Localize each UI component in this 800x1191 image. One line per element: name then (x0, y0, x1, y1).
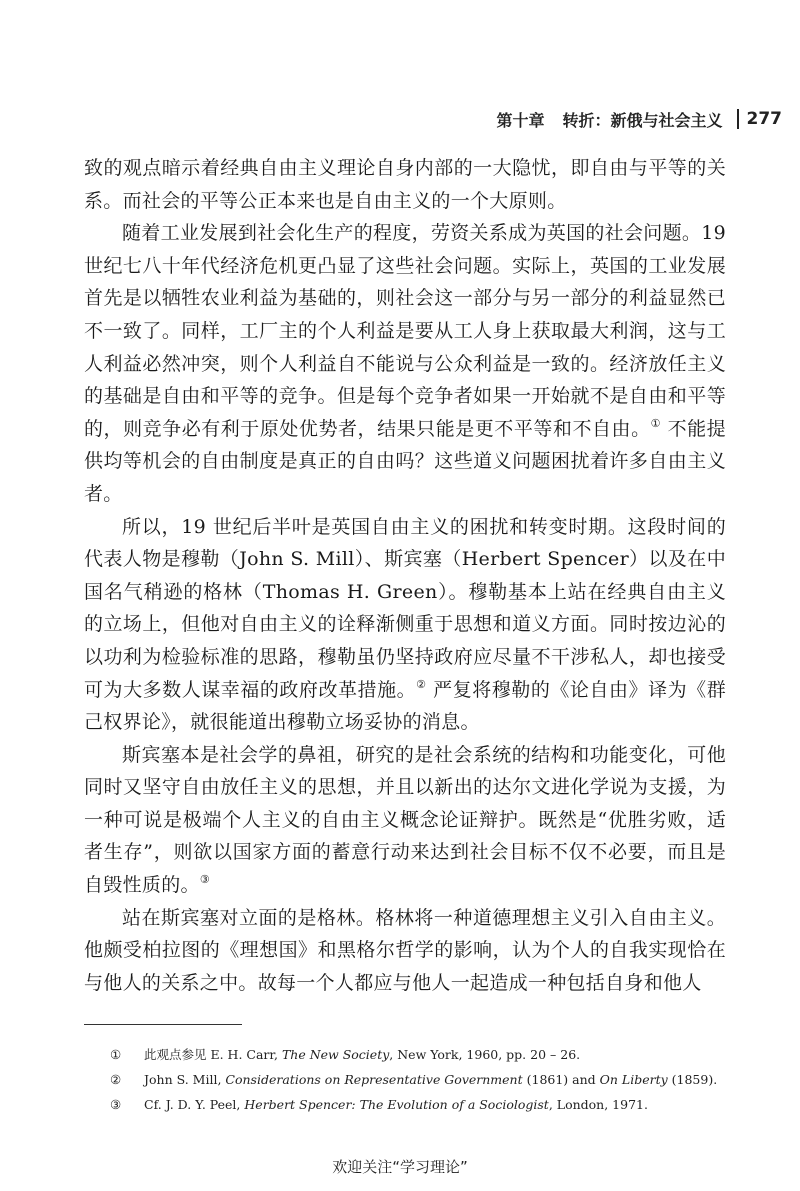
chapter-title: 转折：新俄与社会主义 (562, 110, 723, 130)
paragraph-text: 随着工业发展到社会化生产的程度，劳资关系成为英国的社会问题。19世纪七八十年代经济危机更凸显了这些社会问题。实际上，英国的工业发展首先是以牺牲农业利益为基础的，则社会这一部分与另一部分的利益显然已不一致了。同样，工厂主的个人利益是要从工人身上获取最大利润，这与工人利益必然冲突，则个人利益自不能说与公众利益是一致的。经济放任主义的基础是自由和平等的竞争。但是每个竞争者如果一开始就不是自由和平等的，则竞争必有利于原处优势者，结果只能是更不平等和不自由。 (84, 222, 726, 440)
footnote (110, 1092, 750, 1117)
paragraph-text: 斯宾塞本是社会学的鼻祖，研究的是社会系统的结构和功能变化，可他同时又坚守自由放任主义的思想，并且以新出的达尔文进化学说为支援，为一种可说是极端个人主义的自由主义概念论证辩护。既然是“优胜劣败，适者生存”，则欲以国家方面的蓄意行动来达到社会目标不仅不必要，而且是自毁性质的。 (84, 743, 726, 897)
footnote-ref[interactable]: ① (650, 416, 662, 430)
chapter-label: 第十章 (496, 110, 545, 130)
paragraph (84, 511, 726, 739)
running-header (0, 106, 782, 132)
paragraph-text: 致的观点暗示着经典自由主义理论自身内部的一大隐忧，即自由与平等的关系。而社会的平等公正本来也是自由主义的一个大原则。 (84, 157, 726, 212)
footnote-ref[interactable]: ③ (199, 873, 210, 887)
paragraph-text: 严复将穆勒的《论自由》译为《群己权界论》，就很能道出穆勒立场妥协的消息。 (84, 678, 726, 734)
paragraph (84, 152, 726, 217)
footnote (110, 1042, 750, 1067)
paragraph-text: 所以，19 世纪后半叶是英国自由主义的困扰和转变时期。这段时间的代表人物是穆勒（John S. Mill）、斯宾塞（Herbert Spencer）以及在中国名气稍逊的格林（Thomas H. Green）。穆勒基本上站在经典自由主义的立场上，但他对自由主义的诠释渐侧重于思想和道义方面。同时按边沁的以功利为检验标准的思路，穆勒虽仍坚持政府应尽量不干涉私人，却也接受可为大多数人谋幸福的政府改革措施。 (84, 515, 726, 701)
footnote-text: 此观点参见 E. H. Carr, The New Society, New York, 1960, pp. 20 – 26. (144, 1047, 581, 1062)
page-number: 277 (746, 109, 782, 129)
footnotes (110, 1042, 750, 1117)
footnote-mark: ① (110, 1047, 122, 1062)
paragraph (84, 902, 726, 1000)
footer-note: 欢迎关注“学习理论” (332, 1158, 468, 1176)
paragraph (84, 217, 726, 510)
body-text (84, 152, 726, 999)
footnote-mark: ② (110, 1072, 122, 1087)
footnote-text: John S. Mill, Considerations on Representative Government (1861) and On Liberty (1859). (144, 1072, 718, 1087)
footnote (110, 1067, 750, 1092)
footnote-mark: ③ (110, 1097, 122, 1112)
footnote-ref[interactable]: ② (416, 677, 427, 691)
footnote-text: Cf. J. D. Y. Peel, Herbert Spencer: The Evolution of a Sociologist, London, 1971. (144, 1097, 648, 1112)
header-divider (737, 109, 739, 129)
paragraph-text: 不能提供均等机会的自由制度是真正的自由吗？这些道义问题困扰着许多自由主义者。 (84, 417, 726, 505)
paragraph (84, 739, 726, 902)
footnote-separator (84, 1024, 242, 1025)
paragraph-text: 站在斯宾塞对立面的是格林。格林将一种道德理想主义引入自由主义。他颇受柏拉图的《理想国》和黑格尔哲学的影响，认为个人的自我实现恰在与他人的关系之中。故每一个人都应与他人一起造成一种包括自身和他人 (84, 906, 726, 994)
